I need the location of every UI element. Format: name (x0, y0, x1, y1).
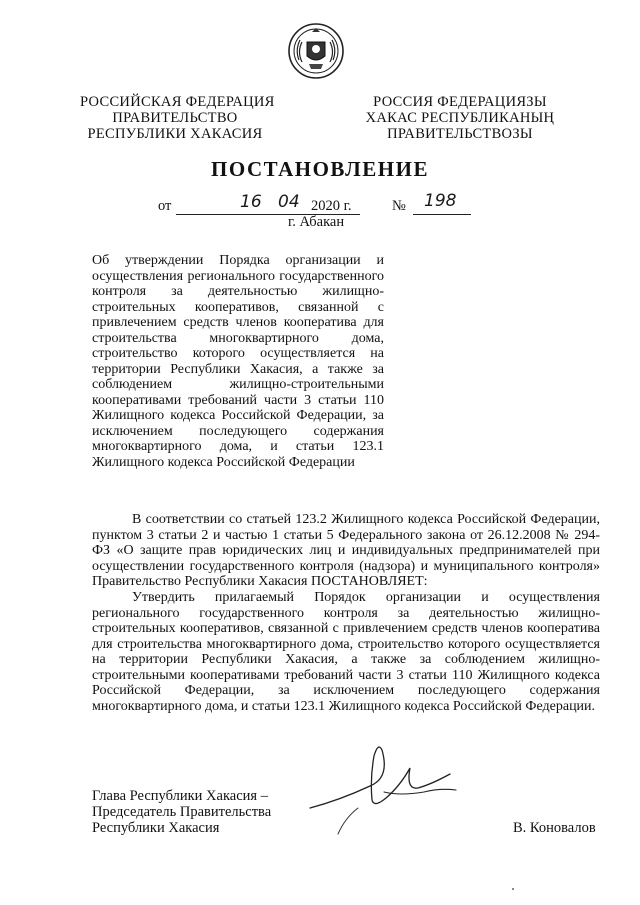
header-left-line: РЕСПУБЛИКИ ХАКАСИЯ (87, 126, 263, 142)
header-left-line: РОССИЙСКАЯ ФЕДЕРАЦИЯ (80, 94, 275, 110)
handwritten-signature (300, 738, 460, 838)
header-right (365, 94, 555, 142)
signatory-position (92, 788, 271, 836)
signatory-position-line: Республики Хакасия (92, 820, 220, 836)
coat-of-arms-icon (287, 22, 345, 80)
date-from-label: от (158, 198, 172, 214)
date-year: 2020 г. (311, 198, 352, 214)
date-month-handwritten: 04 (278, 192, 300, 212)
signatory-position-line: Председатель Правительства (92, 804, 272, 820)
number-sign: № (392, 198, 406, 214)
scan-speck (512, 888, 514, 890)
header-right-line: ПРАВИТЕЛЬСТВОЗЫ (387, 126, 533, 142)
header-right-line: РОССИЯ ФЕДЕРАЦИЯЗЫ (373, 94, 547, 110)
signatory-position-line: Глава Республики Хакасия – (92, 788, 268, 804)
date-day-handwritten: 16 (240, 192, 262, 212)
document-number-handwritten: 198 (424, 191, 457, 211)
header-right-line: ХАКАС РЕСПУБЛИКАНЫҢ (365, 110, 555, 126)
signatory-name: В. Коновалов (513, 820, 596, 836)
city-label: г. Абакан (288, 214, 345, 230)
header-left-line: ПРАВИТЕЛЬСТВО (112, 110, 238, 126)
preamble-paragraph: В соответствии со статьей 123.2 Жилищного кодекса Российской Федерации, пунктом 3 статьи 2 и частью 1 статьи 5 Федерального закона от 26.12.2008 № 294-ФЗ «О защите прав юридических лиц и индивидуальных предпринимателей при осуществлении государственного контроля (надзора) и муниципального контроля» Правительство Республики Хакасия ПОСТАНОВЛЯЕТ: (92, 512, 600, 589)
header-left (80, 94, 275, 142)
document-type-heading: ПОСТАНОВЛЕНИЕ (211, 157, 429, 181)
document-title: Об утверждении Порядка организации и осуществления регионального государственного контроля за деятельностью жилищно-строительных кооперативов, связанной с привлечением средств членов кооператива для строительства многоквартирного дома, строительство которого осуществляется на территории Республики Хакасия, а также за соблюдением жилищно-строительными кооперативами требований части 3 статьи 110 Жилищного кодекса Российской Федерации, за исключением последующего содержания многоквартирного дома, и статьи 123.1 Жилищного кодекса Российской Федерации (92, 253, 384, 470)
resolution-paragraph: Утвердить прилагаемый Порядок организации и осуществления регионального государственного контроля за деятельностью жилищно-строительных кооперативов, связанной с привлечением средств членов кооператива для строительства многоквартирного дома, строительство которого осуществляется на территории Республики Хакасия, а также за соблюдением жилищно-строительными кооперативами требований части 3 статьи 110 Жилищного кодекса Российской Федерации, за исключением последующего содержания многоквартирного дома, и статьи 123.1 Жилищного кодекса Российской Федерации. (92, 590, 600, 714)
